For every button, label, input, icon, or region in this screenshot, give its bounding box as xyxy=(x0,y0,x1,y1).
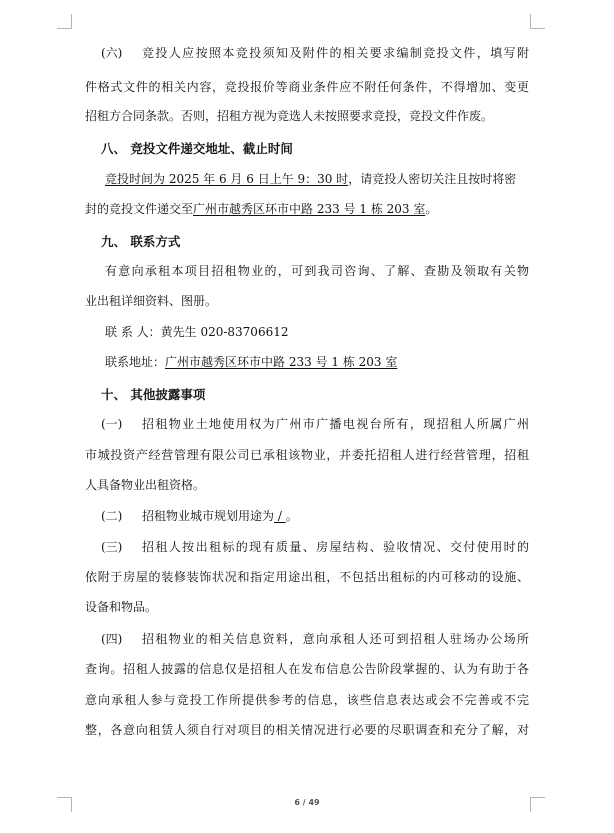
section-8-line-2-post: 。 xyxy=(425,202,438,216)
contact-address-label: 联系地址： xyxy=(105,355,166,369)
item-6-text-2: 件格式文件的相关内容，竞投报价等商业条件应不附任何条件，不得增加、变更 xyxy=(85,80,529,94)
item-10-4-text-4: 整，各意向租赁人须自行对项目的相关情况进行必要的尽职调查和充分了解，对 xyxy=(85,723,529,737)
deadline-time: 竞投时间为 2025 年 6 月 6 日上午 9：30 时 xyxy=(105,172,349,186)
submission-address: 广州市越秀区环市中路 233 号 1 栋 203 室 xyxy=(193,202,426,216)
contact-address-line xyxy=(105,353,549,370)
item-10-4-text-1: 招租物业的相关信息资料，意向承租人还可到招租人驻场办公场所 xyxy=(142,632,529,646)
item-10-4-number: (四) xyxy=(101,632,123,646)
contact-person: 联 系 人：黄先生 020-83706612 xyxy=(105,325,289,339)
item-10-1-text-3: 人具备物业出租资格。 xyxy=(85,478,206,492)
item-10-2-text-pre: 招租物业城市规划用途为 xyxy=(142,509,275,523)
item-10-1-text-2: 市城投资产经营管理有限公司已承租该物业，并委托招租人进行经营管理，招租 xyxy=(85,448,529,462)
item-10-2-number: (二) xyxy=(101,509,123,523)
item-10-1-number: (一) xyxy=(101,417,123,431)
item-10-4-text-2: 查询。招租人披露的信息仅是招租人在发布信息公告阶段掌握的、认为有助于各 xyxy=(85,662,529,676)
item-10-2-text-post: 。 xyxy=(285,509,298,523)
item-6-number: (六) xyxy=(101,46,123,60)
crop-mark-top-left xyxy=(57,14,72,29)
item-10-3-text-3: 设备和物品。 xyxy=(85,600,158,614)
contact-address: 广州市越秀区环市中路 233 号 1 栋 203 室 xyxy=(165,355,398,369)
section-9-line-2: 业出租详细资料、图册。 xyxy=(85,294,218,308)
item-10-1-text-1: 招租物业土地使用权为广州市广播电视台所有，现招租人所属广州 xyxy=(142,417,529,431)
section-8-line-1 xyxy=(105,170,529,187)
section-8-line-2 xyxy=(85,200,529,217)
item-10-3-text-1: 招租人按出租标的现有质量、房屋结构、验收情况、交付使用时的 xyxy=(142,540,529,554)
item-10-4-text-3: 意向承租人参与竞投工作所提供参考的信息，该些信息表达或会不完善或不完 xyxy=(85,693,529,707)
section-10-heading: 十、 其他披露事项 xyxy=(101,387,206,402)
section-8-line-2-pre: 封的竞投文件递交至 xyxy=(85,202,194,216)
section-8-heading: 八、 竞投文件递交地址、截止时间 xyxy=(101,141,293,156)
planned-use: / xyxy=(274,509,286,523)
section-8-line-1-rest: ，请竞投人密切关注且按时将密 xyxy=(348,172,517,186)
item-10-3-number: (三) xyxy=(101,540,123,554)
section-9-heading: 九、 联系方式 xyxy=(101,234,181,249)
crop-mark-top-right xyxy=(530,14,545,29)
item-6-text-1: 竞投人应按照本竞投须知及附件的相关要求编制竞投文件，填写附 xyxy=(142,46,529,60)
item-10-2-text xyxy=(142,507,529,524)
item-6-text-3: 招租方合同条款。否则，招租方视为竞选人未按照要求竞投，竞投文件作废。 xyxy=(85,109,494,123)
section-9-line-1: 有意向承租本项目招租物业的，可到我司咨询、了解、查勘及领取有关物 xyxy=(105,264,529,278)
page-number: 6 / 49 xyxy=(294,798,320,807)
item-10-3-text-2: 依附于房屋的装修装饰状况和指定用途出租，不包括出租标的内可移动的设施、 xyxy=(85,570,529,584)
